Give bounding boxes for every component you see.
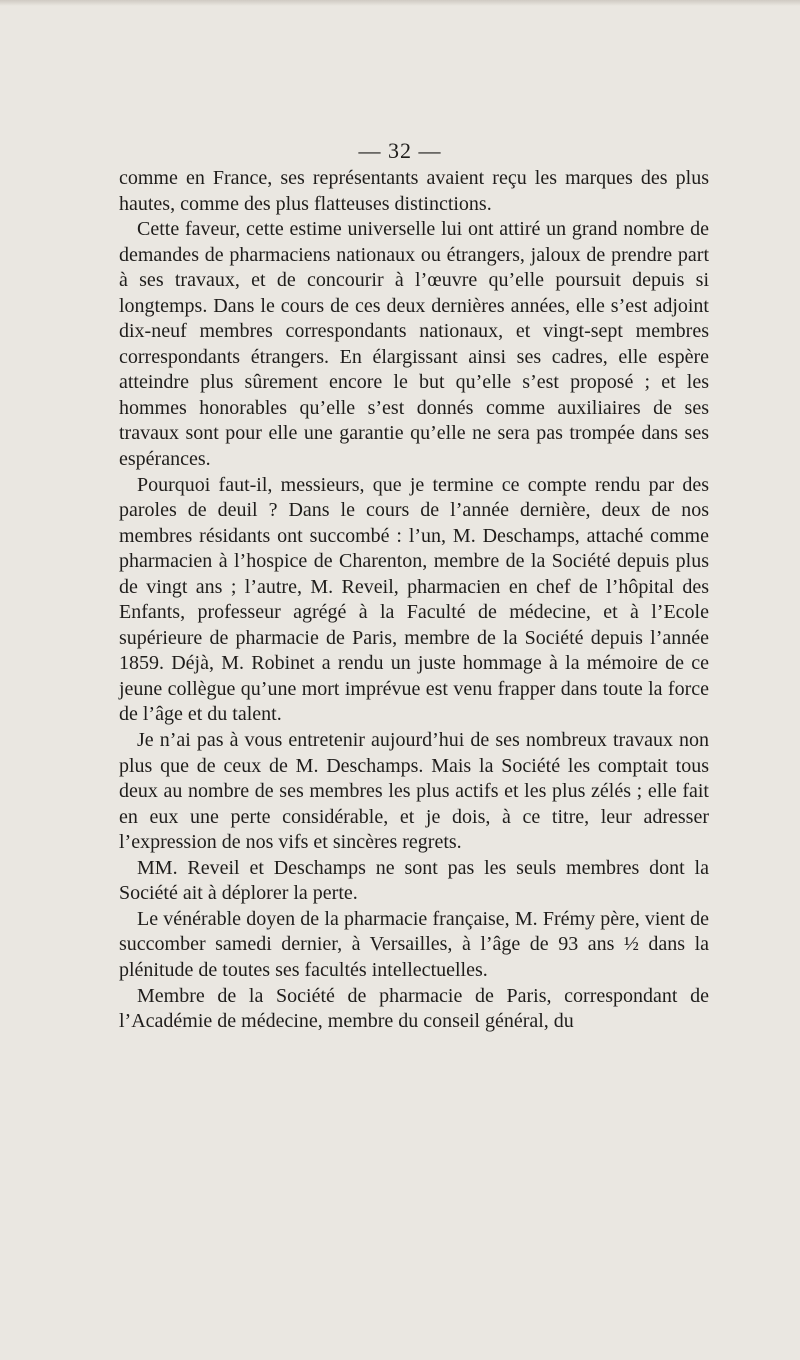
paragraph-faveur: Cette faveur, cette estime universelle lui ont attiré un grand nombre de demandes de pharmaciens nationaux ou étrangers, jaloux de prendre part à ses travaux, et de concourir à l’œuvre qu’elle poursuit depuis si longtemps. Dans le cours de ces deux dernières années, elle s’est adjoint dix-neuf membres correspondants nationaux, et vingt-sept membres correspondants étrangers. En élargissant ainsi ses cadres, elle espère atteindre plus sûrement encore le but qu’elle s’est proposé ; et les hommes honorables qu’elle s’est donnés comme auxiliaires de ses travaux sont pour elle une garantie qu’elle ne sera pas trompée dans ses espérances. (119, 218, 709, 471)
page-number: — 32 — (358, 138, 442, 163)
page-edge-shadow (0, 0, 800, 6)
paragraph-membre: Membre de la Société de pharmacie de Paris, correspondant de l’Académie de médecine, membre du conseil général, du (119, 984, 709, 1033)
body-text (119, 166, 709, 1035)
paragraph-pertes: MM. Reveil et Deschamps ne sont pas les seuls membres dont la Société ait à déplorer la perte. (119, 856, 709, 905)
paragraph-fremy: Le vénérable doyen de la pharmacie française, M. Frémy père, vient de succomber samedi dernier, à Versailles, à l’âge de 93 ans ½ dans la plénitude de toutes ses facultés intellectuelles. (119, 907, 709, 981)
paragraph-travaux: Je n’ai pas à vous entretenir aujourd’hui de ses nombreux travaux non plus que de ceux de M. Deschamps. Mais la Société les comptait tous deux au nombre de ses membres les plus actifs et les plus zélés ; elle fait en eux une perte considérable, et je dois, à ce titre, leur adresser l’expression de nos vifs et sincères regrets. (119, 729, 709, 854)
paragraph-deuil: Pourquoi faut-il, messieurs, que je termine ce compte rendu par des paroles de deuil ? Dans le cours de l’année dernière, deux de nos membres résidants ont succombé : l’un, M. Deschamps, attaché comme pharmacien à l’hospice de Charenton, membre de la Société depuis plus de vingt ans ; l’autre, M. Reveil, pharmacien en chef de l’hôpital des Enfants, professeur agrégé à la Faculté de médecine, et à l’Ecole supérieure de pharmacie de Paris, membre de la Société depuis l’année 1859. Déjà, M. Robinet a rendu un juste hommage à la mémoire de ce jeune collègue qu’une mort imprévue est venu frapper dans toute la force de l’âge et du talent. (119, 473, 709, 726)
paragraph-continuation: comme en France, ses représentants avaient reçu les marques des plus hautes, comme des plus flatteuses distinctions. (119, 167, 709, 215)
